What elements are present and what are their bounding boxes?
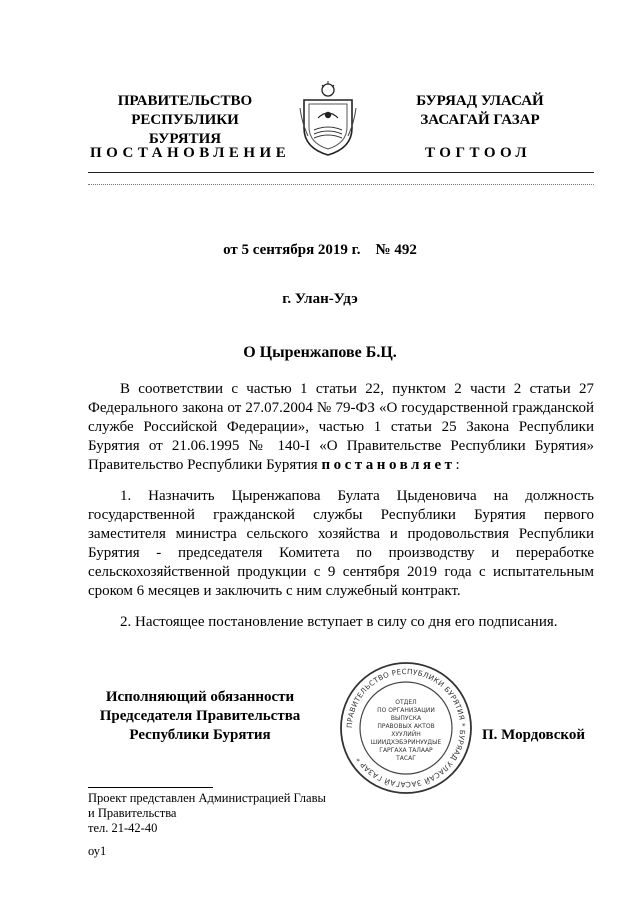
preamble-suffix: :	[455, 457, 460, 473]
stamp-seal	[338, 660, 474, 796]
footer-line1: Проект представлен Администрацией Главы	[88, 791, 326, 805]
stamp-line: ВЫПУСКА	[390, 715, 422, 722]
footer	[88, 791, 326, 859]
preamble-paragraph	[88, 380, 594, 475]
signature-line2: Председателя Правительства	[99, 708, 301, 724]
header-right-line1: БУРЯАД УЛАСАЙ	[416, 93, 544, 109]
signatory-name: П. Мордовской	[482, 727, 586, 743]
header-dotted-rule	[88, 184, 594, 185]
stamp-line: ТАСАГ	[396, 755, 416, 762]
document-body	[88, 380, 594, 632]
footer-line2: и Правительства	[88, 806, 177, 820]
stamp-line: ХУУЛИЙН	[391, 731, 421, 738]
signature-line3: Республики Бурятия	[129, 727, 271, 743]
signature-title	[80, 688, 320, 745]
header-left	[95, 92, 275, 149]
doc-type-right: ТОГТООЛ	[425, 145, 532, 161]
stamp-line: ПРАВОВЫХ АКТОВ	[377, 723, 435, 730]
header-rule	[88, 172, 594, 173]
signature-line1: Исполняющий обязанности	[105, 689, 295, 705]
doc-type-left: ПОСТАНОВЛЕНИЕ	[90, 145, 291, 161]
header-right	[400, 92, 560, 130]
item-2: 2. Настоящее постановление вступает в силу со дня его подписания.	[120, 614, 558, 630]
date-number: от 5 сентября 2019 г. № 492	[223, 242, 417, 258]
stamp-line: ОТДЕЛ	[395, 699, 417, 706]
stamp-line: ГАРГАХА ТАЛААР	[379, 747, 433, 754]
stamp-line: ШИИДХЭБЭРИНУУДЫЕ	[370, 739, 442, 746]
item-1: 1. Назначить Цыренжапова Булата Цыденовича на должность государственной гражданской службы Республики Бурятия первого заместителя министра сельского хозяйства и продовольствия Республики Бурятия - председателя Комитета по производству и переработке сельскохозяйственной продукции с 9 сентября 2019 года с испытательным сроком 6 месяцев и заключить с ним служебный контракт.	[88, 488, 594, 599]
official-stamp	[338, 660, 474, 796]
header-right-line2: ЗАСАГАЙ ГАЗАР	[420, 112, 540, 128]
coat-of-arms-icon	[298, 78, 358, 158]
preamble-text: В соответствии с частью 1 статьи 22, пунктом 2 части 2 статьи 27 Федерального закона от 27.07.2004 № 79-ФЗ «О государственной гражданской службе Российской Федерации», частью 1 статьи 25 Закона Республики Бурятия от 21.06.1995 № 140-I «О Правительстве Республики Бурятия» Правительство Республики Бурятия	[88, 381, 594, 473]
document-title: О Цыренжапове Б.Ц.	[243, 344, 397, 361]
decree-word: постановляет	[321, 457, 456, 473]
stamp-ring-text: ПРАВИТЕЛЬСТВО РЕСПУБЛИКИ БУРЯТИЯ * БУРЯАД УЛАСАЙ ЗАСАГАЙ ГАЗАР *	[344, 666, 468, 790]
footer-code: оу1	[88, 844, 107, 858]
footer-phone: тел. 21-42-40	[88, 821, 158, 835]
city: г. Улан-Удэ	[282, 291, 358, 307]
stamp-line: ПО ОРГАНИЗАЦИИ	[377, 707, 435, 714]
footer-rule	[88, 787, 213, 788]
header-left-line2: РЕСПУБЛИКИ БУРЯТИЯ	[131, 112, 239, 147]
header-left-line1: ПРАВИТЕЛЬСТВО	[117, 93, 253, 109]
